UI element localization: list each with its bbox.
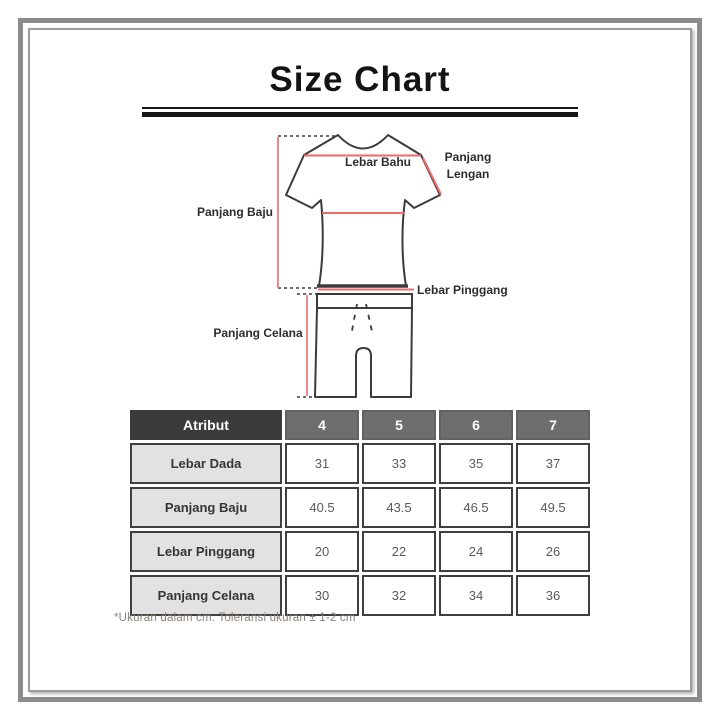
table-header-row (130, 410, 590, 440)
cell-value: 30 (285, 575, 359, 616)
shorts-waistband (317, 294, 412, 308)
cell-value: 26 (516, 531, 590, 572)
header-cell-size-4: 4 (285, 410, 359, 440)
table-row (130, 531, 590, 572)
cell-value: 40.5 (285, 487, 359, 528)
size-chart-content (30, 30, 690, 690)
cell-value: 32 (362, 575, 436, 616)
cell-value: 20 (285, 531, 359, 572)
header-cell-size-6: 6 (439, 410, 513, 440)
label-panjang-celana: Panjang Celana (213, 326, 303, 340)
cell-value: 49.5 (516, 487, 590, 528)
header-cell-size-7: 7 (516, 410, 590, 440)
title-underline-thick (142, 112, 578, 117)
row-label: Panjang Baju (130, 487, 282, 528)
shorts-outline (315, 308, 412, 397)
cell-value: 24 (439, 531, 513, 572)
cell-value: 37 (516, 443, 590, 484)
page-title: Size Chart (269, 60, 451, 99)
size-table (127, 407, 593, 619)
title-underline-thin (142, 107, 578, 109)
header-cell-atribut: Atribut (130, 410, 282, 440)
row-label: Panjang Celana (130, 575, 282, 616)
cell-value: 43.5 (362, 487, 436, 528)
label-panjang-lengan: Panjang Lengan (444, 150, 492, 181)
cell-value: 31 (285, 443, 359, 484)
size-table-container (30, 407, 690, 619)
size-tolerance-footnote: *Ukuran dalam cm. Toleransi ukuran ± 1-2 cm (114, 612, 356, 624)
cell-value: 35 (439, 443, 513, 484)
row-label: Lebar Dada (130, 443, 282, 484)
measurement-diagram (0, 128, 720, 410)
cell-value: 22 (362, 531, 436, 572)
table-row (130, 487, 590, 528)
label-lebar-bahu: Lebar Bahu (344, 155, 411, 169)
table-row (130, 575, 590, 616)
title-underline (142, 107, 578, 117)
cell-value: 34 (439, 575, 513, 616)
cell-value: 33 (362, 443, 436, 484)
row-label: Lebar Pinggang (130, 531, 282, 572)
cell-value: 46.5 (439, 487, 513, 528)
label-lebar-pinggang: Lebar Pinggang (417, 283, 508, 297)
table-row (130, 443, 590, 484)
cell-value: 36 (516, 575, 590, 616)
label-panjang-baju: Panjang Baju (196, 205, 273, 219)
header-cell-size-5: 5 (362, 410, 436, 440)
